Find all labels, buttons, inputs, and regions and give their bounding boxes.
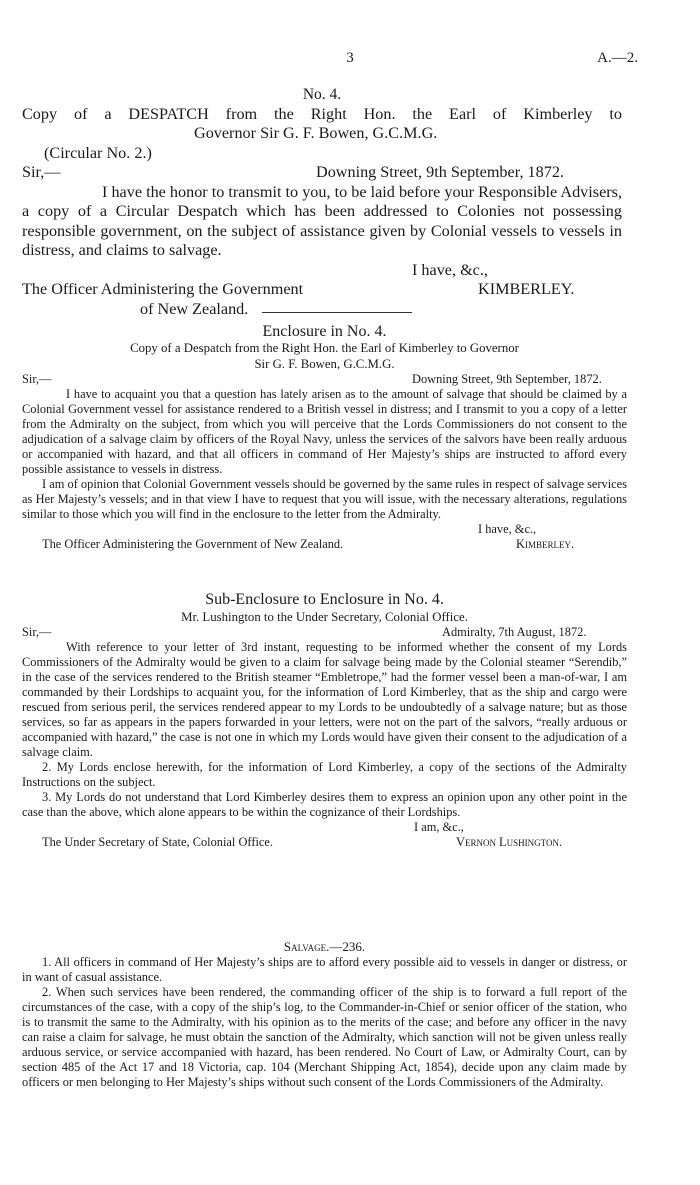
sub-enclosure-title: Sub-Enclosure to Enclosure in No. 4.: [205, 591, 444, 608]
despatch-section: [22, 85, 622, 319]
enclosure-addressee: The Officer Administering the Government of New Zealand.: [42, 537, 344, 551]
enclosure-title: Enclosure in No. 4.: [262, 323, 387, 340]
enclosure-salutation: Sir,—: [22, 372, 52, 386]
salvage-title: Salvage.—236.: [283, 939, 366, 954]
despatch-addressee-row: [22, 280, 622, 300]
despatch-signature: KIMBERLEY.: [478, 280, 575, 298]
section-divider: [262, 312, 412, 313]
sub-enclosure-para2: 2. My Lords enclose herewith, for the information of Lord Kimberley, a copy of the sections of the Admiralty Instructions on the subject.: [22, 760, 627, 789]
enclosure-para1: I have to acquaint you that a question has lately arisen as to the amount of salvage that should be claimed by a Colonial Government vessel for assistance rendered to a British vessel in distress; and I transmit to you a copy of a letter from the Admiralty on the subject, from which you will perceive that the Lords Commissioners do not consent to the adjudication of a salvage claim by officers of the Royal Navy, unless the services of the salvors have been really arduous or accompanied with hazard, and that all officers in command of Her Majesty’s ships are instructed to afford every possible assistance to vessels in distress.: [22, 387, 627, 476]
despatch-closing-row: [22, 261, 622, 281]
despatch-closing: I have, &c.,: [412, 260, 488, 279]
sub-enclosure-salutation-row: [22, 625, 627, 640]
sub-enclosure-salutation: Sir,—: [22, 625, 52, 639]
sub-enclosure-closing: I am, &c.,: [414, 820, 464, 834]
despatch-addressee-line1: The Officer Administering the Government: [22, 280, 304, 298]
salvage-section: [22, 938, 627, 1090]
despatch-place-date: Downing Street, 9th September, 1872.: [316, 163, 564, 181]
enclosure-subtitle-line2: Sir G. F. Bowen, G.C.M.G.: [254, 356, 395, 371]
despatch-title-line2: Governor Sir G. F. Bowen, G.C.M.G.: [194, 124, 438, 142]
despatch-addressee-line2: of New Zealand.: [140, 299, 249, 318]
despatch-circular: (Circular No. 2.): [44, 143, 152, 162]
enclosure-subtitle-line1: Copy of a Despatch from the Right Hon. the Earl of Kimberley to Governor: [130, 341, 519, 355]
enclosure-addressee-row: [22, 537, 627, 552]
sub-enclosure-place-date: Admiralty, 7th August, 1872.: [442, 625, 587, 639]
despatch-salutation: Sir,—: [22, 163, 61, 181]
enclosure-section: [22, 322, 627, 552]
document-reference: A.—2.: [597, 50, 638, 66]
salvage-para1: 1. All officers in command of Her Majesty’s ships are to afford every possible aid to vessels in danger or distress, or in want of casual assistance.: [22, 955, 627, 984]
enclosure-salutation-row: [22, 372, 627, 387]
sub-enclosure-closing-row: [22, 820, 627, 835]
salvage-para2: 2. When such services have been rendered, the commanding officer of the ship is to forward a full report of the circumstances of the case, with a copy of the ship’s log, to the Commander-in-Chief or senior officer of the station, who is to transmit the same to the Admiralty, with his opinion as to the merits of the case; and before any officer in the navy can raise a claim for salvage, he must obtain the sanction of the Admiralty, which sanction will not be given unless really arduous service, or service accompanied with hazard, has been rendered. No Court of Law, or Admiralty Court, can by section 485 of the Act 17 and 18 Victoria, cap. 104 (Merchant Shipping Act, 1854), decide upon any claim made by officers or men belonging to Her Majesty’s ships without such consent of the Lords Commissioners of the Admiralty.: [22, 985, 627, 1089]
enclosure-signature: Kimberley.: [516, 537, 575, 551]
despatch-number: No. 4.: [302, 86, 342, 103]
sub-enclosure-section: [22, 590, 627, 850]
despatch-salutation-row: [22, 163, 622, 183]
enclosure-closing: I have, &c.,: [478, 522, 537, 536]
enclosure-place-date: Downing Street, 9th September, 1872.: [412, 372, 602, 386]
sub-enclosure-para1: With reference to your letter of 3rd instant, requesting to be informed whether the consent of my Lords Commissioners of the Admiralty would be given to a claim for salvage being made by the Colonial steamer “Serendib,” in the case of the services rendered to the British steamer “Embletrope,” had the former vessel been a man-of-war, I am commanded by their Lordships to acquaint you, for the information of Lord Kimberley, that as the ship and cargo were rescued from serious peril, the services rendered appear to my Lords to be undoubtedly of a salvage nature; but as those services, so far as appears in the papers forwarded in your letters, were not on the part of the salvors, “really arduous or accompanied with hazard,” the case is not one in which my Lords would have given their consent to the adjudication of a salvage claim.: [22, 640, 627, 759]
page-number: 3: [346, 50, 354, 66]
despatch-body: I have the honor to transmit to you, to be laid before your Responsible Advisers, a copy of a Circular Despatch which has been addressed to Colonies not possessing responsible government, on the subject of assistance given by Colonial vessels to vessels in distress, and claims to salvage.: [22, 182, 622, 259]
sub-enclosure-addressee: The Under Secretary of State, Colonial Office.: [42, 835, 273, 849]
sub-enclosure-subtitle: Mr. Lushington to the Under Secretary, Colonial Office.: [181, 610, 468, 624]
enclosure-para2: I am of opinion that Colonial Government vessels should be governed by the same rules in respect of salvage services as Her Majesty’s vessels; and in that view I have to request that you will issue, with the necessary alterations, regulations similar to those which you will find in the enclosure to the letter from the Admiralty.: [22, 477, 627, 521]
despatch-title-line1: Copy of a DESPATCH from the Right Hon. the Earl of Kimberley to: [22, 104, 622, 123]
sub-enclosure-para3: 3. My Lords do not understand that Lord Kimberley desires them to express an opinion upon any other point in the case than the above, which alone appears to be within the cognizance of their Lordships.: [22, 790, 627, 819]
page-header: [0, 50, 700, 70]
sub-enclosure-signature: Vernon Lushington.: [456, 835, 563, 849]
enclosure-closing-row: [22, 522, 627, 537]
sub-enclosure-addressee-row: [22, 835, 627, 850]
